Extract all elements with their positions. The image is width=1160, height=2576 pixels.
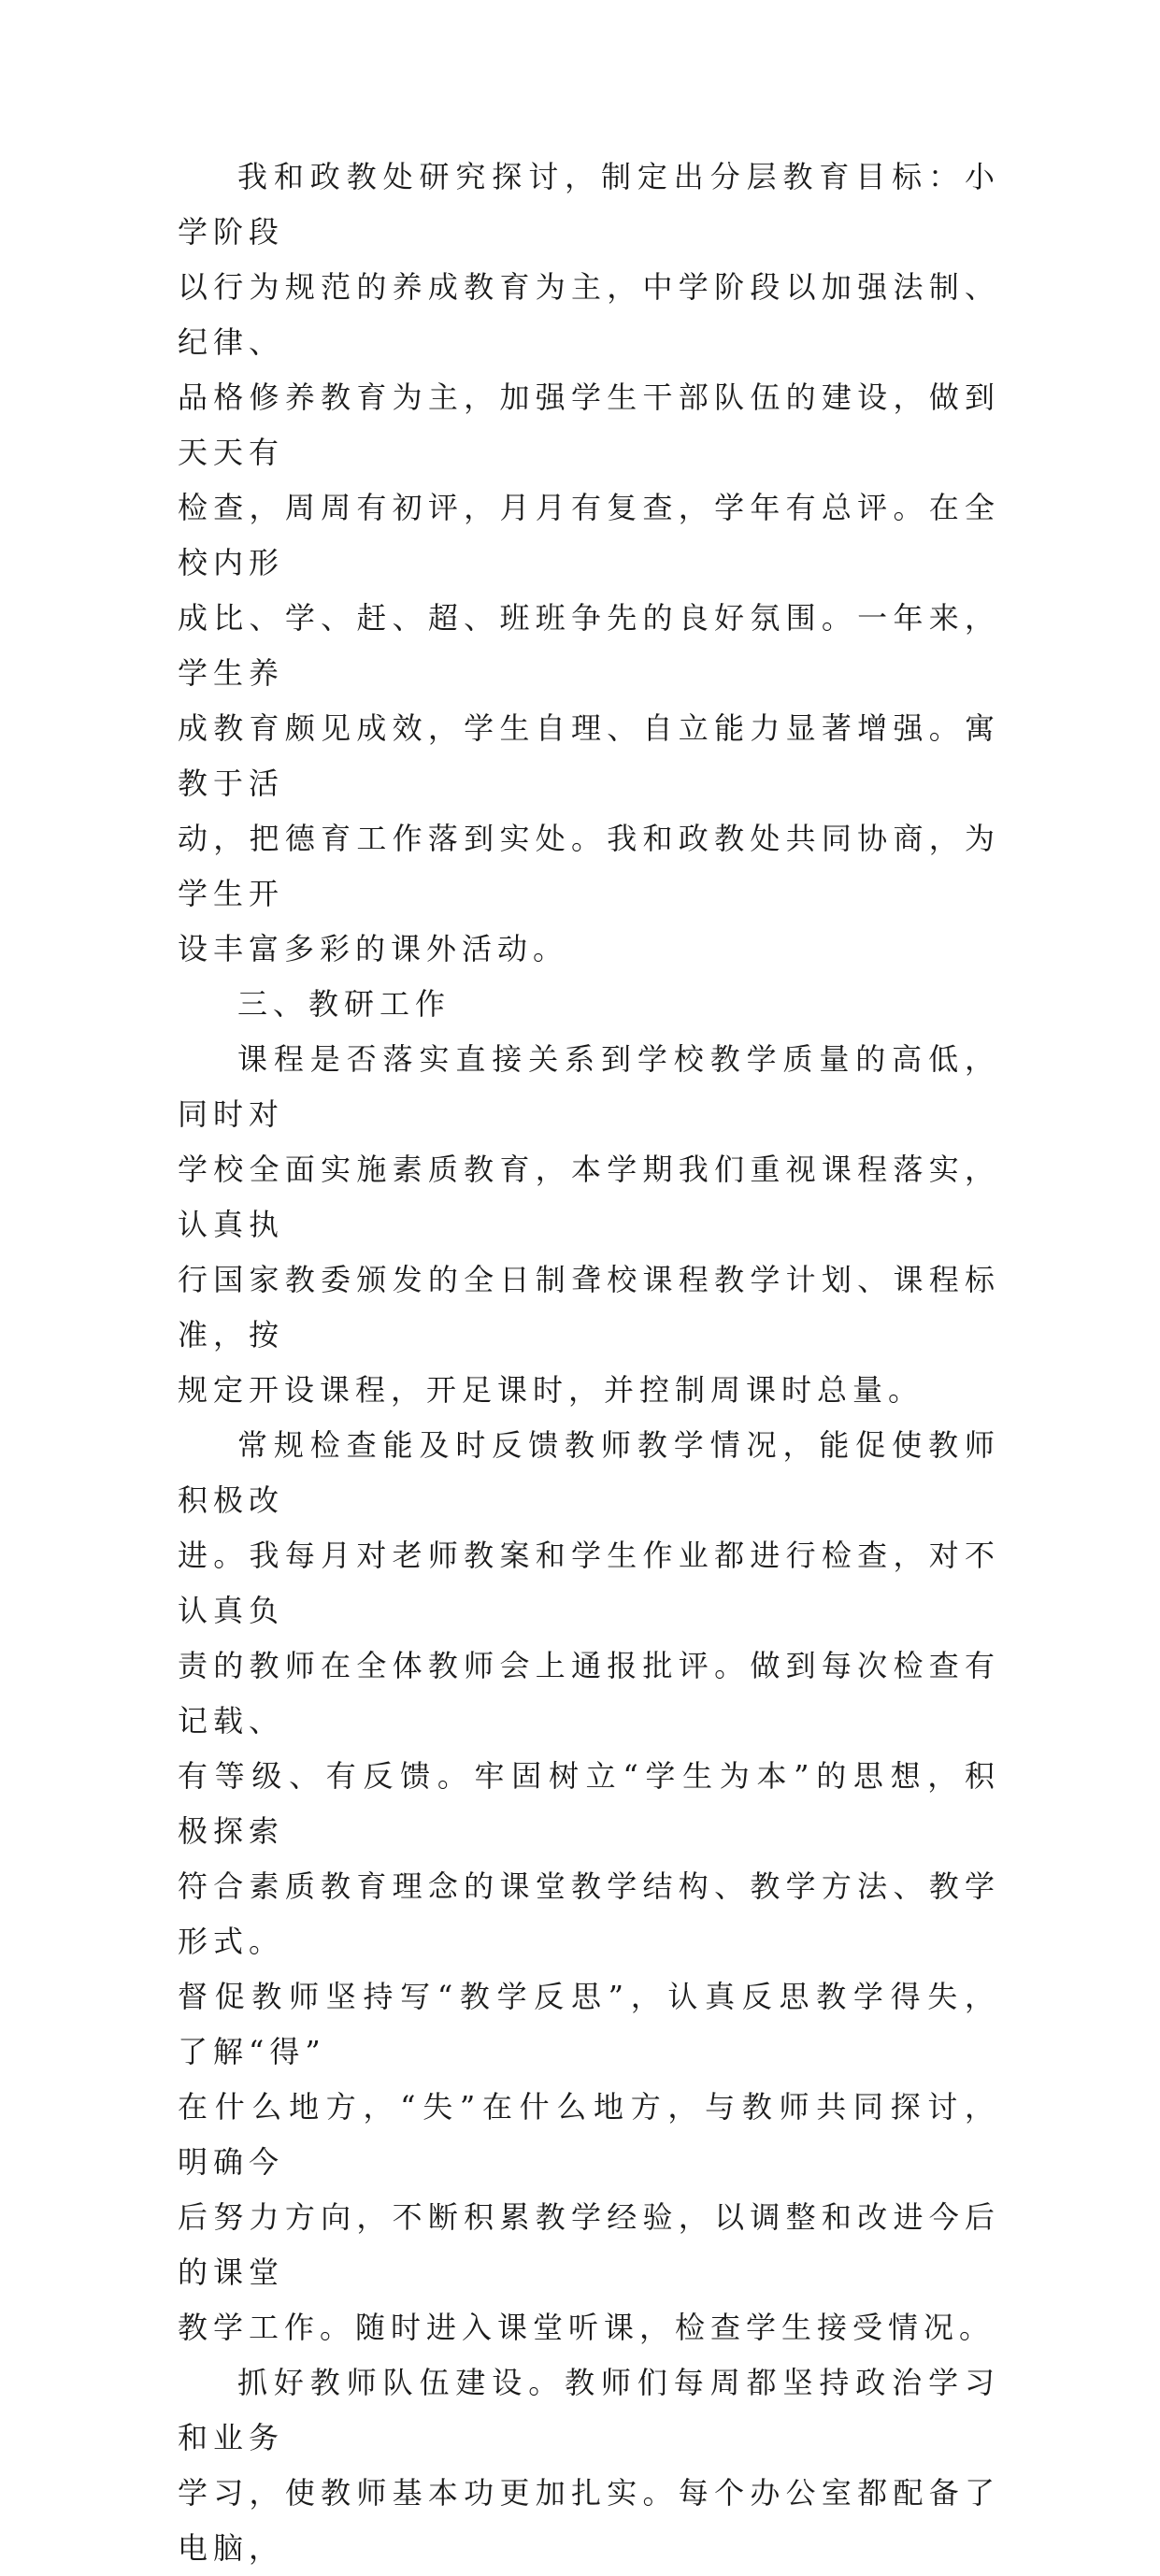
- paragraph-curriculum: 课程是否落实直接关系到学校教学质量的高低，同时对 学校全面实施素质教育，本学期我们重视课程落实，认真执 行国家教委颁发的全日制聋校课程教学计划、课程标准，按 规定开设课程，开足课时，并控制周课时总量。: [178, 1041, 1000, 1408]
- paragraph-teacher-team: 抓好教师队伍建设。教师们每周都坚持政治学习和业务 学习，使教师基本功更加扎实。每个办公室都配备了电脑，: [178, 2365, 1000, 2566]
- paragraph-moral-education: 我和政教处研究探讨，制定出分层教育目标：小学阶段 以行为规范的养成教育为主，中学阶段以加强法制、纪律、 品格修养教育为主，加强学生干部队伍的建设，做到天天有 检查，周周有初评，月月有复查，学年有总评。在全校内形 成比、学、赶、超、班班争先的良好氛围。一年来，学生养 成教育颇见成效，学生自理、自立能力显著增强。寓教于活 动，把德育工作落到实处。我和政教处共同协商，为学生开 设丰富多彩的课外活动。: [178, 159, 1000, 966]
- paragraph-routine-inspection: 常规检查能及时反馈教师教学情况，能促使教师积极改 进。我每月对老师教案和学生作业都进行检查，对不认真负 责的教师在全体教师会上通报批评。做到每次检查有记载、 有等级、有反馈。牢固树立“学生为本”的思想，积极探索 符合素质教育理念的课堂教学结构、教学方法、教学形式。 督促教师坚持写“教学反思”，认真反思教学得失，了解“得” 在什么地方，“失”在什么地方，与教师共同探讨，明确今 后努力方向，不断积累教学经验，以调整和改进今后的课堂 教学工作。随时进入课堂听课，检查学生接受情况。: [178, 1427, 1000, 2345]
- document-body: [178, 150, 1000, 2576]
- section-heading-teaching-research: 三、教研工作: [237, 986, 451, 1022]
